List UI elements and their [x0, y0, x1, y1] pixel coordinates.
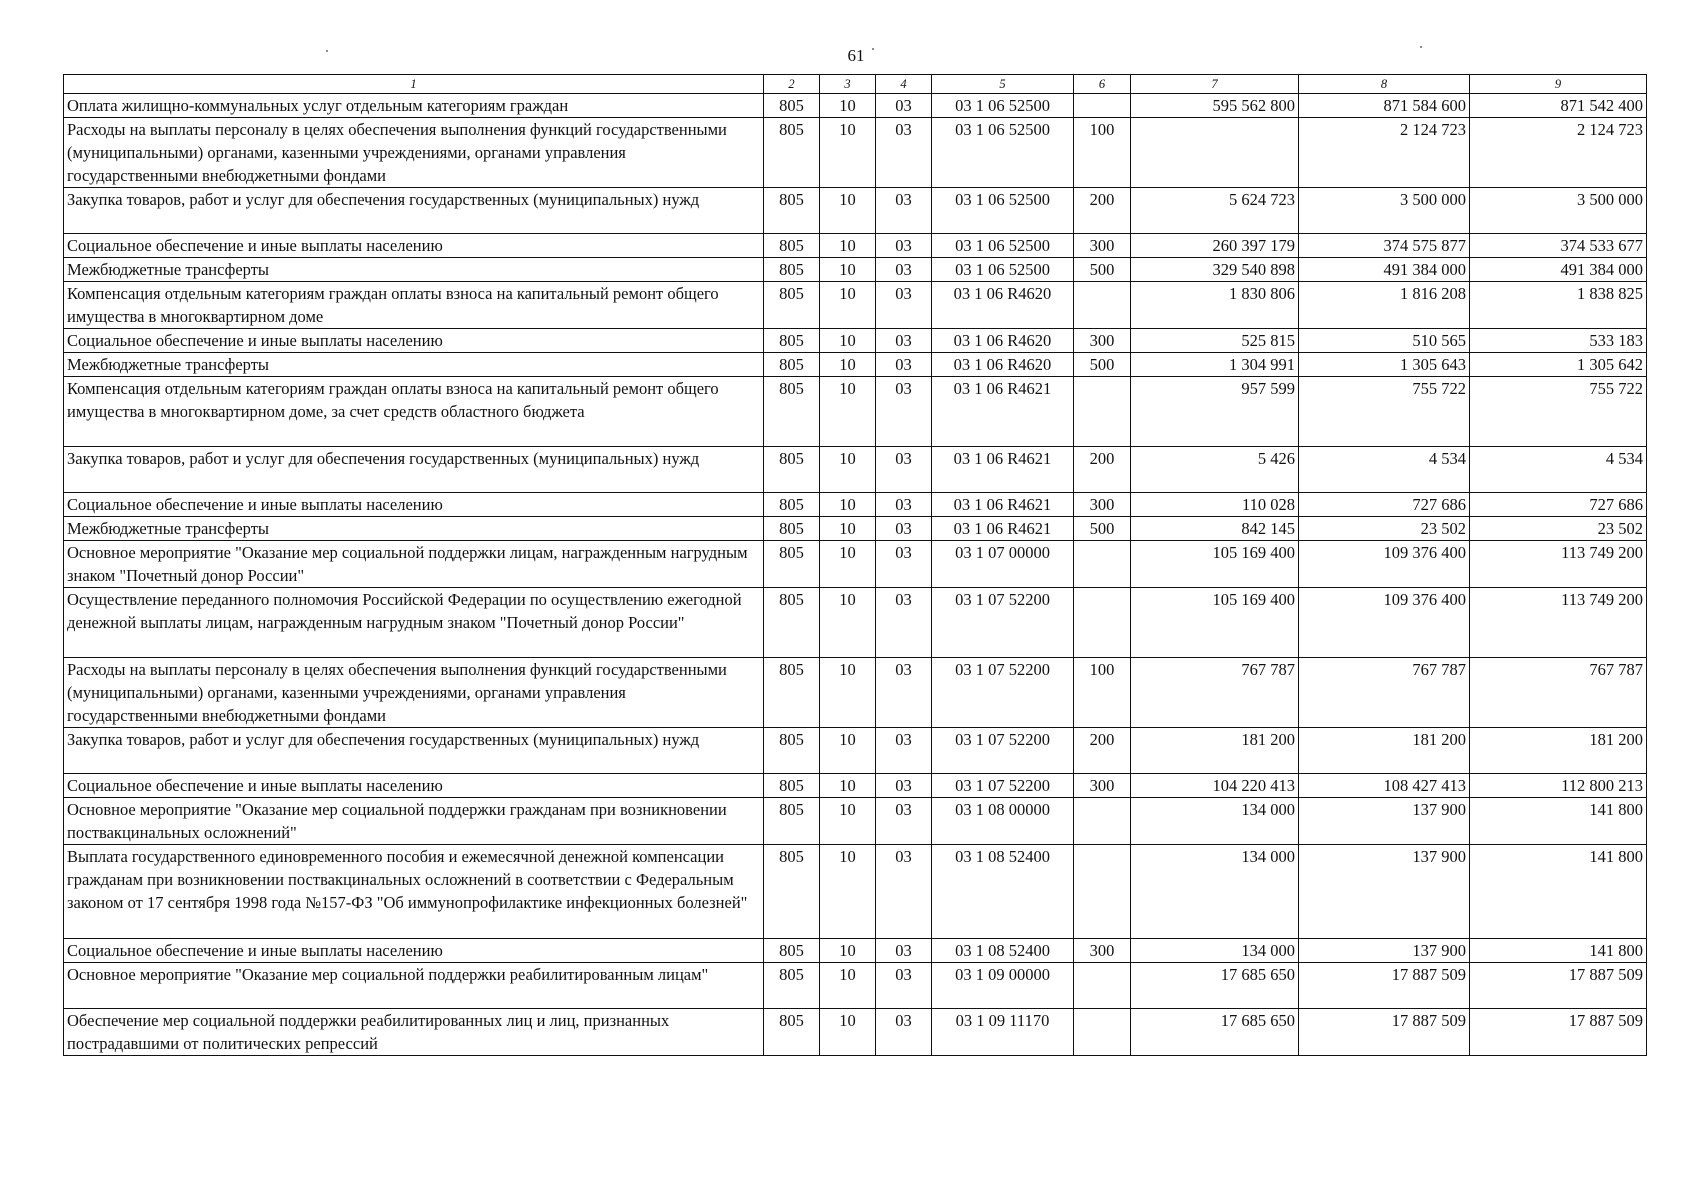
amount-col-9: 113 749 200 — [1470, 541, 1647, 588]
expense-type-code: 200 — [1074, 447, 1131, 493]
amount-col-9: 141 800 — [1470, 798, 1647, 845]
target-article-code: 03 1 06 R4620 — [932, 353, 1074, 377]
row-description: Осуществление переданного полномочия Российской Федерации по осуществлению ежегодной денежной выплаты лицам, награжденным нагрудным знаком "Почетный донор России" — [64, 588, 764, 658]
amount-col-7: 134 000 — [1131, 798, 1299, 845]
amount-col-9: 491 384 000 — [1470, 258, 1647, 282]
expense-type-code: 300 — [1074, 234, 1131, 258]
row-description: Социальное обеспечение и иные выплаты населению — [64, 329, 764, 353]
amount-col-7 — [1131, 118, 1299, 188]
amount-col-8: 17 887 509 — [1299, 1009, 1470, 1056]
ved-code: 805 — [764, 541, 820, 588]
subsection-code: 03 — [876, 939, 932, 963]
amount-col-8: 181 200 — [1299, 728, 1470, 774]
target-article-code: 03 1 06 52500 — [932, 188, 1074, 234]
amount-col-9: 1 838 825 — [1470, 282, 1647, 329]
amount-col-7: 5 624 723 — [1131, 188, 1299, 234]
table-row — [64, 774, 1647, 798]
amount-col-9: 2 124 723 — [1470, 118, 1647, 188]
target-article-code: 03 1 06 R4621 — [932, 377, 1074, 447]
row-description: Закупка товаров, работ и услуг для обеспечения государственных (муниципальных) нужд — [64, 447, 764, 493]
expense-type-code — [1074, 541, 1131, 588]
amount-col-7: 181 200 — [1131, 728, 1299, 774]
section-code: 10 — [820, 282, 876, 329]
amount-col-7: 17 685 650 — [1131, 963, 1299, 1009]
ved-code: 805 — [764, 658, 820, 728]
table-row — [64, 1009, 1647, 1056]
subsection-code: 03 — [876, 234, 932, 258]
amount-col-9: 112 800 213 — [1470, 774, 1647, 798]
subsection-code: 03 — [876, 541, 932, 588]
ved-code: 805 — [764, 353, 820, 377]
amount-col-7: 105 169 400 — [1131, 588, 1299, 658]
amount-col-9: 374 533 677 — [1470, 234, 1647, 258]
section-code: 10 — [820, 939, 876, 963]
section-code: 10 — [820, 798, 876, 845]
ved-code: 805 — [764, 447, 820, 493]
amount-col-8: 1 816 208 — [1299, 282, 1470, 329]
amount-col-7: 329 540 898 — [1131, 258, 1299, 282]
subsection-code: 03 — [876, 118, 932, 188]
target-article-code: 03 1 07 52200 — [932, 658, 1074, 728]
ved-code: 805 — [764, 939, 820, 963]
table-row — [64, 353, 1647, 377]
target-article-code: 03 1 06 R4621 — [932, 447, 1074, 493]
amount-col-8: 871 584 600 — [1299, 94, 1470, 118]
row-description: Межбюджетные трансферты — [64, 353, 764, 377]
table-row — [64, 282, 1647, 329]
ved-code: 805 — [764, 377, 820, 447]
target-article-code: 03 1 07 00000 — [932, 541, 1074, 588]
scan-speck — [1420, 46, 1422, 48]
scan-speck — [872, 48, 874, 50]
section-code: 10 — [820, 377, 876, 447]
amount-col-9: 181 200 — [1470, 728, 1647, 774]
amount-col-9: 755 722 — [1470, 377, 1647, 447]
amount-col-7: 134 000 — [1131, 939, 1299, 963]
ved-code: 805 — [764, 845, 820, 939]
subsection-code: 03 — [876, 845, 932, 939]
amount-col-8: 109 376 400 — [1299, 541, 1470, 588]
row-description: Компенсация отдельным категориям граждан оплаты взноса на капитальный ремонт общего имущества в многоквартирном доме, за счет средств областного бюджета — [64, 377, 764, 447]
expense-type-code: 300 — [1074, 774, 1131, 798]
target-article-code: 03 1 06 52500 — [932, 94, 1074, 118]
expense-type-code: 200 — [1074, 188, 1131, 234]
table-row — [64, 541, 1647, 588]
target-article-code: 03 1 06 R4621 — [932, 517, 1074, 541]
subsection-code: 03 — [876, 94, 932, 118]
row-description: Основное мероприятие "Оказание мер социальной поддержки реабилитированным лицам" — [64, 963, 764, 1009]
amount-col-9: 17 887 509 — [1470, 963, 1647, 1009]
expense-type-code — [1074, 94, 1131, 118]
amount-col-8: 109 376 400 — [1299, 588, 1470, 658]
ved-code: 805 — [764, 493, 820, 517]
target-article-code: 03 1 06 R4620 — [932, 329, 1074, 353]
expense-type-code: 100 — [1074, 658, 1131, 728]
section-code: 10 — [820, 447, 876, 493]
table-row — [64, 329, 1647, 353]
row-description: Основное мероприятие "Оказание мер социальной поддержки лицам, награжденным нагрудным знаком "Почетный донор России" — [64, 541, 764, 588]
expense-type-code: 300 — [1074, 493, 1131, 517]
subsection-code: 03 — [876, 188, 932, 234]
target-article-code: 03 1 06 52500 — [932, 258, 1074, 282]
ved-code: 805 — [764, 329, 820, 353]
target-article-code: 03 1 08 52400 — [932, 939, 1074, 963]
row-description: Закупка товаров, работ и услуг для обеспечения государственных (муниципальных) нужд — [64, 188, 764, 234]
row-description: Основное мероприятие "Оказание мер социальной поддержки гражданам при возникновении поствакцинальных осложнений" — [64, 798, 764, 845]
amount-col-8: 137 900 — [1299, 798, 1470, 845]
row-description: Оплата жилищно-коммунальных услуг отдельным категориям граждан — [64, 94, 764, 118]
amount-col-9: 1 305 642 — [1470, 353, 1647, 377]
table-row — [64, 234, 1647, 258]
row-description: Расходы на выплаты персоналу в целях обеспечения выполнения функций государственными (муниципальными) органами, казенными учреждениями, органами управления государственными внебюджетными фондами — [64, 118, 764, 188]
subsection-code: 03 — [876, 658, 932, 728]
amount-col-9: 727 686 — [1470, 493, 1647, 517]
table-row — [64, 377, 1647, 447]
expense-type-code: 300 — [1074, 939, 1131, 963]
target-article-code: 03 1 06 R4621 — [932, 493, 1074, 517]
row-description: Расходы на выплаты персоналу в целях обеспечения выполнения функций государственными (муниципальными) органами, казенными учреждениями, органами управления государственными внебюджетными фондами — [64, 658, 764, 728]
budget-table — [63, 74, 1647, 1056]
column-number-row — [64, 75, 1647, 94]
table-row — [64, 588, 1647, 658]
table-row — [64, 447, 1647, 493]
expense-type-code — [1074, 1009, 1131, 1056]
section-code: 10 — [820, 588, 876, 658]
subsection-code: 03 — [876, 493, 932, 517]
amount-col-9: 871 542 400 — [1470, 94, 1647, 118]
subsection-code: 03 — [876, 282, 932, 329]
amount-col-8: 727 686 — [1299, 493, 1470, 517]
table-row — [64, 517, 1647, 541]
column-header: 1 — [64, 75, 764, 94]
section-code: 10 — [820, 541, 876, 588]
amount-col-8: 137 900 — [1299, 939, 1470, 963]
table-row — [64, 658, 1647, 728]
subsection-code: 03 — [876, 447, 932, 493]
column-header: 4 — [876, 75, 932, 94]
ved-code: 805 — [764, 118, 820, 188]
expense-type-code — [1074, 377, 1131, 447]
amount-col-7: 5 426 — [1131, 447, 1299, 493]
ved-code: 805 — [764, 188, 820, 234]
amount-col-9: 767 787 — [1470, 658, 1647, 728]
table-row — [64, 118, 1647, 188]
expense-type-code — [1074, 282, 1131, 329]
ved-code: 805 — [764, 234, 820, 258]
amount-col-7: 595 562 800 — [1131, 94, 1299, 118]
column-header: 6 — [1074, 75, 1131, 94]
section-code: 10 — [820, 517, 876, 541]
amount-col-7: 104 220 413 — [1131, 774, 1299, 798]
row-description: Обеспечение мер социальной поддержки реабилитированных лиц и лиц, признанных пострадавшими от политических репрессий — [64, 1009, 764, 1056]
amount-col-8: 3 500 000 — [1299, 188, 1470, 234]
expense-type-code — [1074, 845, 1131, 939]
amount-col-9: 4 534 — [1470, 447, 1647, 493]
expense-type-code — [1074, 588, 1131, 658]
target-article-code: 03 1 09 00000 — [932, 963, 1074, 1009]
section-code: 10 — [820, 188, 876, 234]
page-number: 61 — [847, 46, 865, 65]
target-article-code: 03 1 06 52500 — [932, 234, 1074, 258]
section-code: 10 — [820, 493, 876, 517]
section-code: 10 — [820, 258, 876, 282]
amount-col-8: 17 887 509 — [1299, 963, 1470, 1009]
amount-col-9: 141 800 — [1470, 845, 1647, 939]
amount-col-8: 4 534 — [1299, 447, 1470, 493]
amount-col-9: 141 800 — [1470, 939, 1647, 963]
table-row — [64, 493, 1647, 517]
ved-code: 805 — [764, 1009, 820, 1056]
column-header: 5 — [932, 75, 1074, 94]
amount-col-9: 3 500 000 — [1470, 188, 1647, 234]
table-row — [64, 939, 1647, 963]
amount-col-7: 525 815 — [1131, 329, 1299, 353]
column-header: 2 — [764, 75, 820, 94]
amount-col-9: 113 749 200 — [1470, 588, 1647, 658]
target-article-code: 03 1 08 00000 — [932, 798, 1074, 845]
amount-col-7: 1 304 991 — [1131, 353, 1299, 377]
expense-type-code: 100 — [1074, 118, 1131, 188]
ved-code: 805 — [764, 728, 820, 774]
section-code: 10 — [820, 728, 876, 774]
subsection-code: 03 — [876, 353, 932, 377]
expense-type-code — [1074, 963, 1131, 1009]
expense-type-code: 300 — [1074, 329, 1131, 353]
amount-col-7: 134 000 — [1131, 845, 1299, 939]
section-code: 10 — [820, 329, 876, 353]
section-code: 10 — [820, 234, 876, 258]
amount-col-8: 23 502 — [1299, 517, 1470, 541]
subsection-code: 03 — [876, 258, 932, 282]
amount-col-8: 510 565 — [1299, 329, 1470, 353]
column-header: 7 — [1131, 75, 1299, 94]
section-code: 10 — [820, 118, 876, 188]
subsection-code: 03 — [876, 588, 932, 658]
amount-col-8: 491 384 000 — [1299, 258, 1470, 282]
table-row — [64, 94, 1647, 118]
target-article-code: 03 1 06 R4620 — [932, 282, 1074, 329]
amount-col-9: 23 502 — [1470, 517, 1647, 541]
amount-col-8: 137 900 — [1299, 845, 1470, 939]
expense-type-code: 200 — [1074, 728, 1131, 774]
row-description: Социальное обеспечение и иные выплаты населению — [64, 774, 764, 798]
target-article-code: 03 1 07 52200 — [932, 774, 1074, 798]
amount-col-8: 2 124 723 — [1299, 118, 1470, 188]
table-row — [64, 798, 1647, 845]
expense-type-code: 500 — [1074, 517, 1131, 541]
subsection-code: 03 — [876, 774, 932, 798]
row-description: Выплата государственного единовременного пособия и ежемесячной денежной компенсации гражданам при возникновении поствакцинальных осложнений в соответствии с Федеральным законом от 17 сентября 1998 года №157-ФЗ "Об иммунопрофилактике инфекционных болезней" — [64, 845, 764, 939]
amount-col-8: 755 722 — [1299, 377, 1470, 447]
amount-col-7: 957 599 — [1131, 377, 1299, 447]
ved-code: 805 — [764, 282, 820, 329]
amount-col-7: 17 685 650 — [1131, 1009, 1299, 1056]
table-row — [64, 728, 1647, 774]
section-code: 10 — [820, 94, 876, 118]
target-article-code: 03 1 07 52200 — [932, 588, 1074, 658]
target-article-code: 03 1 08 52400 — [932, 845, 1074, 939]
column-header: 3 — [820, 75, 876, 94]
target-article-code: 03 1 07 52200 — [932, 728, 1074, 774]
column-header: 8 — [1299, 75, 1470, 94]
section-code: 10 — [820, 1009, 876, 1056]
row-description: Социальное обеспечение и иные выплаты населению — [64, 493, 764, 517]
ved-code: 805 — [764, 798, 820, 845]
subsection-code: 03 — [876, 798, 932, 845]
section-code: 10 — [820, 963, 876, 1009]
row-description: Межбюджетные трансферты — [64, 517, 764, 541]
column-header: 9 — [1470, 75, 1647, 94]
subsection-code: 03 — [876, 329, 932, 353]
section-code: 10 — [820, 774, 876, 798]
ved-code: 805 — [764, 94, 820, 118]
expense-type-code: 500 — [1074, 258, 1131, 282]
ved-code: 805 — [764, 774, 820, 798]
amount-col-8: 108 427 413 — [1299, 774, 1470, 798]
amount-col-7: 105 169 400 — [1131, 541, 1299, 588]
section-code: 10 — [820, 353, 876, 377]
row-description: Компенсация отдельным категориям граждан оплаты взноса на капитальный ремонт общего имущества в многоквартирном доме — [64, 282, 764, 329]
row-description: Закупка товаров, работ и услуг для обеспечения государственных (муниципальных) нужд — [64, 728, 764, 774]
subsection-code: 03 — [876, 1009, 932, 1056]
expense-type-code: 500 — [1074, 353, 1131, 377]
amount-col-7: 260 397 179 — [1131, 234, 1299, 258]
ved-code: 805 — [764, 258, 820, 282]
table-body — [64, 94, 1647, 1056]
target-article-code: 03 1 09 11170 — [932, 1009, 1074, 1056]
expense-type-code — [1074, 798, 1131, 845]
ved-code: 805 — [764, 517, 820, 541]
amount-col-7: 842 145 — [1131, 517, 1299, 541]
amount-col-8: 374 575 877 — [1299, 234, 1470, 258]
table-row — [64, 258, 1647, 282]
subsection-code: 03 — [876, 728, 932, 774]
target-article-code: 03 1 06 52500 — [932, 118, 1074, 188]
subsection-code: 03 — [876, 377, 932, 447]
table-row — [64, 188, 1647, 234]
amount-col-8: 1 305 643 — [1299, 353, 1470, 377]
ved-code: 805 — [764, 588, 820, 658]
amount-col-8: 767 787 — [1299, 658, 1470, 728]
subsection-code: 03 — [876, 963, 932, 1009]
amount-col-7: 1 830 806 — [1131, 282, 1299, 329]
row-description: Социальное обеспечение и иные выплаты населению — [64, 234, 764, 258]
scan-speck — [326, 50, 328, 52]
table-row — [64, 845, 1647, 939]
table-row — [64, 963, 1647, 1009]
amount-col-9: 533 183 — [1470, 329, 1647, 353]
row-description: Социальное обеспечение и иные выплаты населению — [64, 939, 764, 963]
amount-col-7: 110 028 — [1131, 493, 1299, 517]
row-description: Межбюджетные трансферты — [64, 258, 764, 282]
amount-col-9: 17 887 509 — [1470, 1009, 1647, 1056]
ved-code: 805 — [764, 963, 820, 1009]
section-code: 10 — [820, 845, 876, 939]
amount-col-7: 767 787 — [1131, 658, 1299, 728]
section-code: 10 — [820, 658, 876, 728]
subsection-code: 03 — [876, 517, 932, 541]
